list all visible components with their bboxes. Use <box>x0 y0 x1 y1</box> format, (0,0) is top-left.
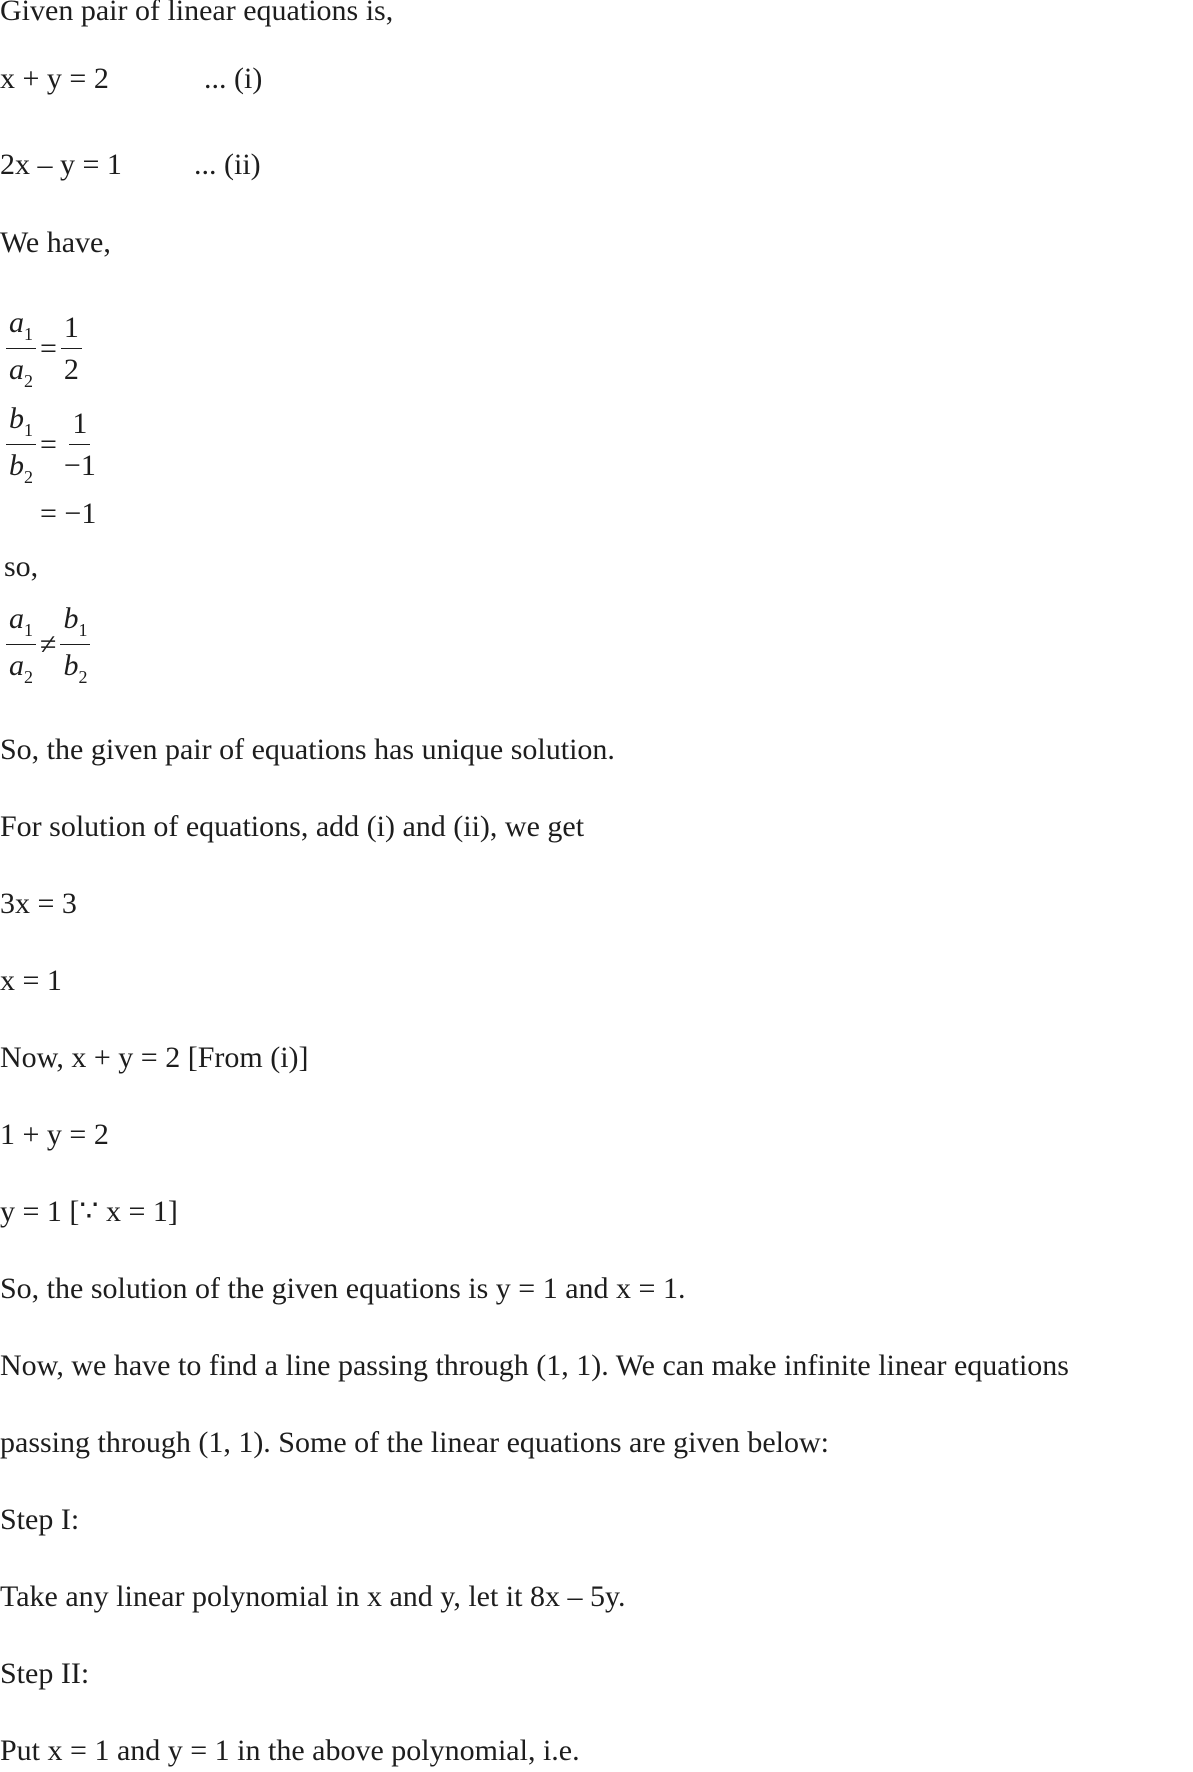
step-1-heading: Step I: <box>0 1503 80 1536</box>
ratio-b <box>6 404 99 486</box>
equation-1-tag: ... (i) <box>204 62 263 95</box>
line-through-text-1: Now, we have to find a line passing through (1, 1). We can make infinite linear equations <box>0 1349 1069 1382</box>
fraction-a1-a2: $\frac{a_1}{a_2}$ <box>6 308 36 390</box>
equals-sign: = <box>40 428 57 461</box>
equation-2-tag: ... (ii) <box>194 148 261 181</box>
equation-1 <box>0 62 263 96</box>
y-value: y = 1 [∵ x = 1] <box>0 1195 178 1228</box>
equation-1-expr: x + y = 2 <box>0 62 109 95</box>
equation-2 <box>0 148 261 182</box>
step-2-heading: Step II: <box>0 1657 90 1690</box>
intro-text: Given pair of linear equations is, <box>0 0 394 27</box>
fraction-one-over-minus-one: $\frac{1}{-1}$ <box>63 407 96 482</box>
add-equations-text: For solution of equations, add (i) and (ii), we get <box>0 810 585 843</box>
solution-text: So, the solution of the given equations is y = 1 and x = 1. <box>0 1272 686 1305</box>
three-x-equation: 3x = 3 <box>0 887 77 920</box>
we-have-text: We have, <box>0 226 111 259</box>
ratio-a <box>6 308 82 390</box>
unique-solution-text: So, the given pair of equations has unique solution. <box>0 733 615 766</box>
fraction-one-half: $\frac{1}{2}$ <box>61 313 82 385</box>
x-value: x = 1 <box>0 964 62 997</box>
ratio-comparison <box>6 604 90 686</box>
fraction-b1-b2: $\frac{b_1}{b_2}$ <box>60 604 90 686</box>
step-2-text: Put x = 1 and y = 1 in the above polynomial, i.e. <box>0 1734 580 1767</box>
ratio-b-result: = −1 <box>40 497 97 530</box>
one-plus-y-equation: 1 + y = 2 <box>0 1118 109 1151</box>
equals-sign: = <box>40 332 57 365</box>
line-through-text-2: passing through (1, 1). Some of the linear equations are given below: <box>0 1426 829 1459</box>
not-equal-sign: ≠ <box>40 628 57 661</box>
substitution-text: Now, x + y = 2 [From (i)] <box>0 1041 309 1074</box>
step-1-text: Take any linear polynomial in x and y, let it 8x – 5y. <box>0 1580 626 1613</box>
equation-2-expr: 2x – y = 1 <box>0 148 122 181</box>
so-text: so, <box>4 550 39 583</box>
fraction-a1-a2: $\frac{a_1}{a_2}$ <box>6 604 36 686</box>
fraction-b1-b2: $\frac{b_1}{b_2}$ <box>6 404 36 486</box>
